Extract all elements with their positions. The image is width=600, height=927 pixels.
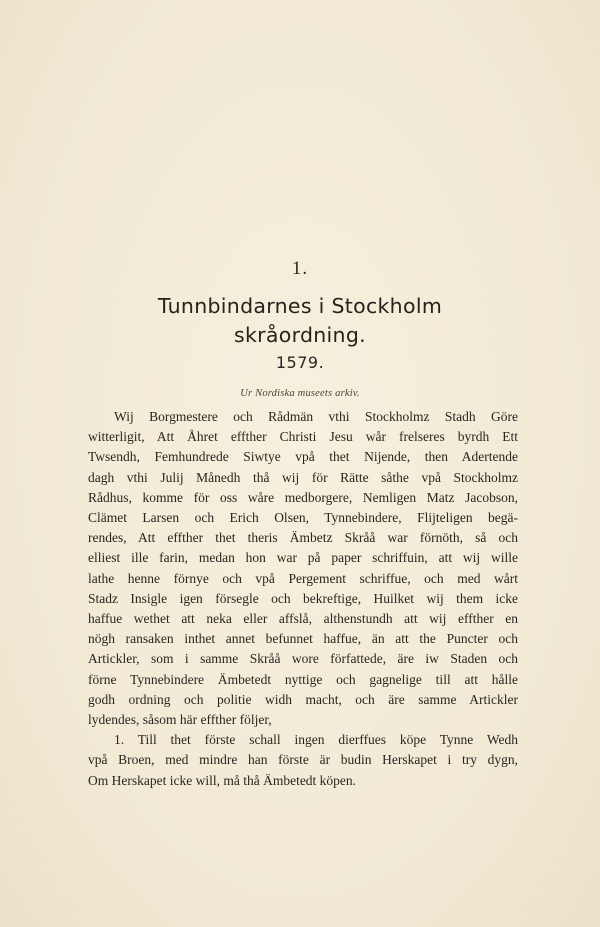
page-title [0, 292, 600, 350]
text-line: witterligit, Att Åhret effther Christi Jesu wår frelseres byrdh Ett [88, 429, 518, 445]
title-line-1: Tunnbindarnes i Stockholm [157, 294, 443, 318]
chapter-numeral: 1. [291, 258, 309, 279]
text-line: nögh ransaken inthet annet befunnet haffue, än att the Puncter och [88, 631, 518, 647]
article-1 [88, 730, 518, 791]
text-line: haffue wethet att neka eller affslå, althenstundh att wij effther en [88, 611, 518, 627]
text-line: Artickler, som i samme Skråå wore författede, äre iw Staden och [88, 651, 518, 667]
text-line: dagh vthi Julij Månedh thå wij för Rätte såthe vpå Stockholmz [88, 469, 518, 485]
text-line: godh ordning och politie widh macht, och äre samme Artickler [88, 691, 518, 707]
text-line: Twsendh, Femhundrede Siwtye vpå thet Nijende, then Adertende [88, 449, 518, 465]
paragraph-1 [88, 407, 518, 730]
text-line: vpå Broen, med mindre han förste är budin Herskapet i try dygn, [88, 752, 518, 768]
text-line: Stadz Insigle igen försegle och bekreftige, Huilket wij them icke [88, 590, 518, 606]
text-line: 1. Till thet förste schall ingen dierffues köpe Tynne Wedh [114, 732, 518, 748]
title-line-2: skråordning. [234, 323, 366, 347]
body-text [88, 407, 518, 791]
text-line: Om Herskapet icke will, må thå Ämbetedt köpen. [88, 772, 357, 788]
text-line: elliest ille farin, medan hon war på paper schriffuin, att wij wille [88, 550, 518, 566]
year-heading: 1579. [275, 353, 325, 372]
text-line: lydendes, såsom här effther följer, [88, 712, 272, 728]
text-line: Clämet Larsen och Erich Olsen, Tynnebindere, Flijteligen begä- [88, 510, 518, 526]
text-line: lathe henne förnye och vpå Pergement schriffue, och med wårt [88, 570, 518, 586]
text-line: rendes, Att effther thet theris Ämbetz Skråå war förnöth, så och [88, 530, 518, 546]
text-line: Rådhus, komme för oss wåre medborgere, Nemligen Matz Jacobson, [88, 489, 518, 505]
text-line: förne Tynnebindere Ämbetedt nyttige och gagnelige till att hålle [88, 671, 518, 687]
text-line: Wij Borgmestere och Rådmän vthi Stockholmz Stadh Göre [114, 409, 518, 424]
source-note: Ur Nordiska museets arkiv. [240, 388, 360, 399]
